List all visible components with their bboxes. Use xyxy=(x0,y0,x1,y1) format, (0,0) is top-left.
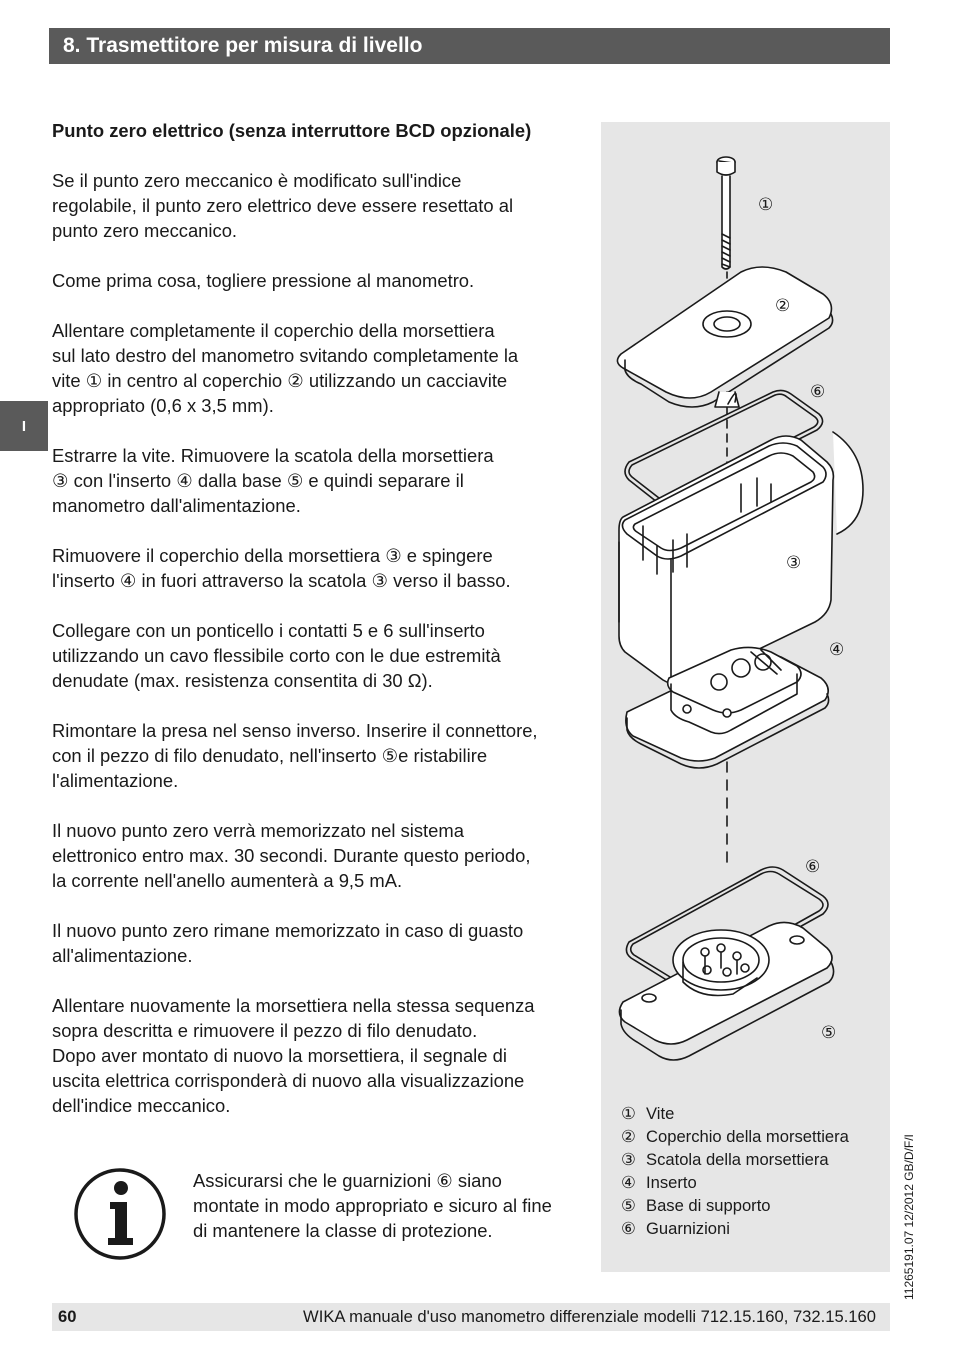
paragraph: Estrarre la vite. Rimuovere la scatola della morsettiera ③ con l'inserto ④ dalla base ⑤ e quindi separare il manometro dall'alimentazione. xyxy=(52,445,494,516)
page-footer xyxy=(52,1303,890,1331)
legend-item: ① Vite xyxy=(621,1104,675,1123)
language-tab xyxy=(0,401,48,451)
callout-6: ⑥ xyxy=(810,382,826,401)
mounting-base xyxy=(619,922,833,1060)
exploded-view-panel xyxy=(601,122,890,1272)
info-note xyxy=(52,1168,592,1258)
main-text xyxy=(52,118,592,1143)
paragraph: Il nuovo punto zero verrà memorizzato nel sistema elettronico entro max. 30 secondi. Durante questo periodo, la corrente nell'anello aumenterà a 9,5 mA. xyxy=(52,820,531,891)
paragraph: Rimontare la presa nel senso inverso. Inserire il connettore, con il pezzo di filo denudato, nell'inserto ⑤e ristabilire l'alimentazione. xyxy=(52,720,538,791)
subsection-heading: Punto zero elettrico (senza interruttore BCD opzionale) xyxy=(52,120,532,141)
document-code: 11265191.07 12/2012 GB/D/F/I xyxy=(902,1134,916,1300)
info-icon xyxy=(72,1168,172,1268)
paragraph: Collegare con un ponticello i contatti 5 e 6 sull'inserto utilizzando un cavo flessibile corto con le due estremità denudate (max. resistenza consentita di 30 Ω). xyxy=(52,620,501,691)
legend-item: ③ Scatola della morsettiera xyxy=(621,1150,829,1169)
callout-6b: ⑥ xyxy=(805,857,821,876)
legend-item: ② Coperchio della morsettiera xyxy=(621,1127,849,1146)
paragraph: Rimuovere il coperchio della morsettiera ③ e spingere l'inserto ④ in fuori attraverso la scatola ③ verso il basso. xyxy=(52,545,511,591)
callout-3: ③ xyxy=(786,553,802,572)
legend-item: ⑥ Guarnizioni xyxy=(621,1219,730,1238)
callout-5: ⑤ xyxy=(821,1023,837,1042)
terminal-cover xyxy=(617,267,832,407)
language-tab-label: I xyxy=(21,417,27,435)
note-text: Assicurarsi che le guarnizioni ⑥ siano montate in modo appropriato e sicuro al fine di mantenere la classe di protezione. xyxy=(193,1170,552,1241)
page-number: 60 xyxy=(58,1307,77,1326)
paragraph: Il nuovo punto zero rimane memorizzato in caso di guasto all'alimentazione. xyxy=(52,920,524,966)
footer-text: WIKA manuale d'uso manometro differenziale modelli 712.15.160, 732.15.160 xyxy=(303,1307,876,1326)
screw xyxy=(717,157,735,269)
figure-legend xyxy=(621,1102,849,1240)
legend-item: ⑤ Base di supporto xyxy=(621,1196,771,1215)
callout-1: ① xyxy=(758,195,774,214)
section-header xyxy=(49,28,890,64)
section-title: 8. Trasmettitore per misura di livello xyxy=(63,34,423,57)
paragraph: Se il punto zero meccanico è modificato sull'indice regolabile, il punto zero elettrico deve essere resettato al punto zero meccanico. xyxy=(52,170,514,241)
callout-2: ② xyxy=(775,296,791,315)
connector-exploded-drawing xyxy=(601,122,890,1082)
terminal-housing xyxy=(619,432,863,685)
paragraph: Allentare completamente il coperchio della morsettiera sul lato destro del manometro svitando completamente la vite ① in centro al coperchio ② utilizzando un cacciavite appropriato (0,6 x 3,5 mm). xyxy=(52,320,519,416)
legend-item: ④ Inserto xyxy=(621,1173,697,1192)
paragraph: Allentare nuovamente la morsettiera nella stessa sequenza sopra descritta e rimuovere il pezzo di filo denudato. Dopo aver montato di nuovo la morsettiera, il segnale di uscita elettrica corrisponderà di nuovo alla visualizzazione dell'indice meccanico. xyxy=(52,995,535,1116)
paragraph: Come prima cosa, togliere pressione al manometro. xyxy=(52,270,475,291)
callout-4: ④ xyxy=(829,640,845,659)
